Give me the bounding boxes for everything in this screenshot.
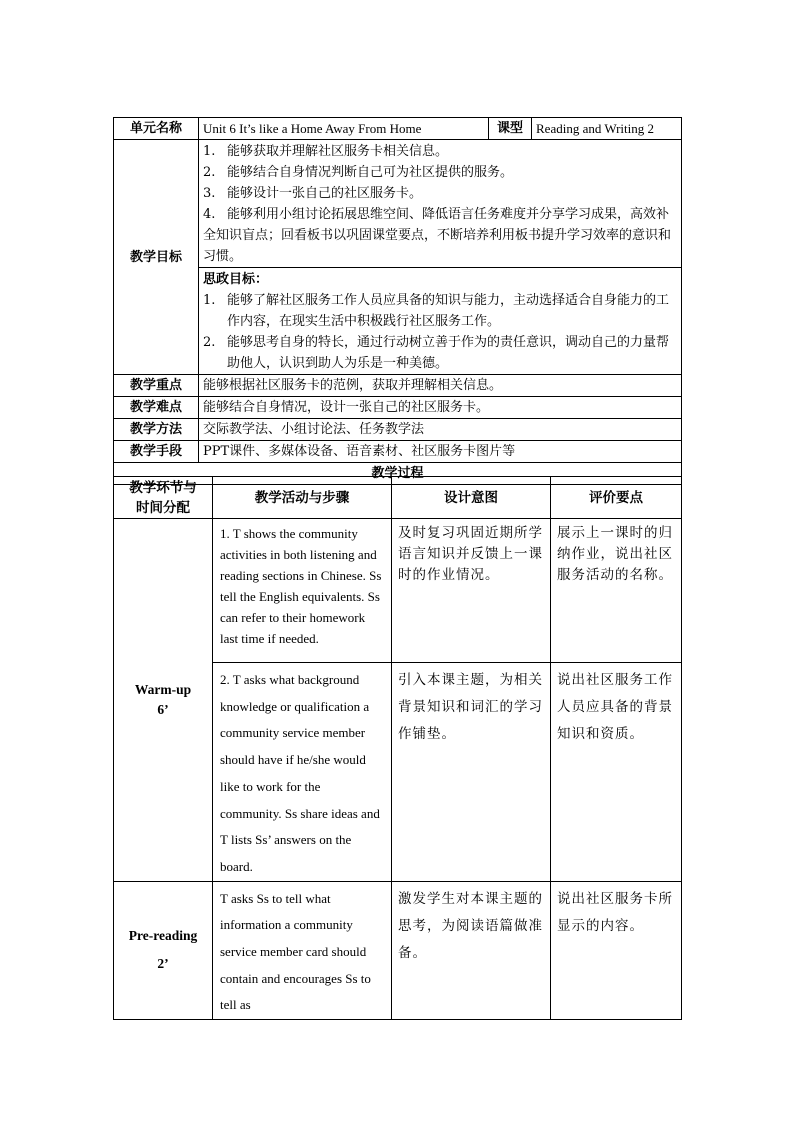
evaluation-cell: 说出社区服务工作人员应具备的背景知识和资质。 bbox=[551, 663, 682, 882]
header-evaluation: 评价要点 bbox=[551, 477, 682, 519]
key-label: 教学重点 bbox=[114, 375, 199, 397]
stage-warmup bbox=[114, 519, 213, 882]
lesson-info-table bbox=[113, 117, 682, 485]
method-value: 交际教学法、小组讨论法、任务教学法 bbox=[199, 419, 682, 441]
ideology-item: 2. 能够思考自身的特长，通过行动树立善于作为的责任意识，调动自己的力量帮助他人，认识到助人为乐是一种美德。 bbox=[203, 335, 670, 371]
activity-cell: T asks Ss to tell what information a community service member card should contain and encourages Ss to tell as bbox=[213, 881, 392, 1020]
objective-item: 4. 能够利用小组讨论拓展思维空间、降低语言任务难度并分享学习成果，高效补全知识盲点；回看板书以巩固课堂要点，不断培养利用板书提升学习效率的意识和习惯。 bbox=[203, 207, 672, 264]
objective-item: 2. 能够结合自身情况判断自己可为社区提供的服务。 bbox=[203, 165, 514, 180]
intent-cell: 及时复习巩固近期所学语言知识并反馈上一课时的作业情况。 bbox=[392, 519, 551, 663]
header-stage: 教学环节与时间分配 bbox=[114, 477, 213, 519]
difficulty-value: 能够结合自身情况，设计一张自己的社区服务卡。 bbox=[199, 397, 682, 419]
unit-value: Unit 6 It’s like a Home Away From Home bbox=[199, 118, 489, 140]
ideology-title: 思政目标： bbox=[203, 272, 269, 287]
objective-item: 3. 能够设计一张自己的社区服务卡。 bbox=[203, 186, 423, 201]
intent-cell: 引入本课主题，为相关背景知识和词汇的学习作铺垫。 bbox=[392, 663, 551, 882]
unit-label: 单元名称 bbox=[114, 118, 199, 140]
evaluation-cell: 展示上一课时的归纳作业，说出社区服务活动的名称。 bbox=[551, 519, 682, 663]
method-label: 教学方法 bbox=[114, 419, 199, 441]
process-title: 教学过程 bbox=[114, 463, 682, 485]
difficulty-label: 教学难点 bbox=[114, 397, 199, 419]
stage-time: 2’ bbox=[157, 956, 169, 972]
evaluation-cell: 说出社区服务卡所显示的内容。 bbox=[551, 881, 682, 1020]
ideology-cell bbox=[199, 268, 682, 375]
objectives-label: 教学目标 bbox=[114, 140, 199, 375]
means-label: 教学手段 bbox=[114, 441, 199, 463]
activity-cell: 2. T asks what background knowledge or qualification a community service member should have if he/she would like to work for the community. Ss share ideas and T lists Ss’ answers on the board. bbox=[213, 663, 392, 882]
header-intent: 设计意图 bbox=[392, 477, 551, 519]
stage-prereading bbox=[114, 881, 213, 1020]
activity-cell: 1. T shows the community activities in both listening and reading sections in Chinese. Ss tell the English equivalents. Ss can refer to their homework last time if needed. bbox=[213, 519, 392, 663]
process-table bbox=[113, 476, 682, 1020]
stage-name: Pre-reading bbox=[128, 928, 198, 944]
stage-time: 6’ bbox=[157, 701, 169, 717]
intent-cell: 激发学生对本课主题的思考，为阅读语篇做准备。 bbox=[392, 881, 551, 1020]
type-label: 课型 bbox=[489, 118, 532, 140]
objectives-cell bbox=[199, 140, 682, 268]
objective-item: 1. 能够获取并理解社区服务卡相关信息。 bbox=[203, 144, 449, 159]
stage-name: Warm-up bbox=[134, 681, 192, 697]
type-value: Reading and Writing 2 bbox=[532, 118, 682, 140]
key-value: 能够根据社区服务卡的范例，获取并理解相关信息。 bbox=[199, 375, 682, 397]
header-activity: 教学活动与步骤 bbox=[213, 477, 392, 519]
means-value: PPT课件、多媒体设备、语音素材、社区服务卡图片等 bbox=[199, 441, 682, 463]
ideology-item: 1. 能够了解社区服务工作人员应具备的知识与能力，主动选择适合自身能力的工作内容，在现实生活中积极践行社区服务工作。 bbox=[203, 293, 670, 329]
